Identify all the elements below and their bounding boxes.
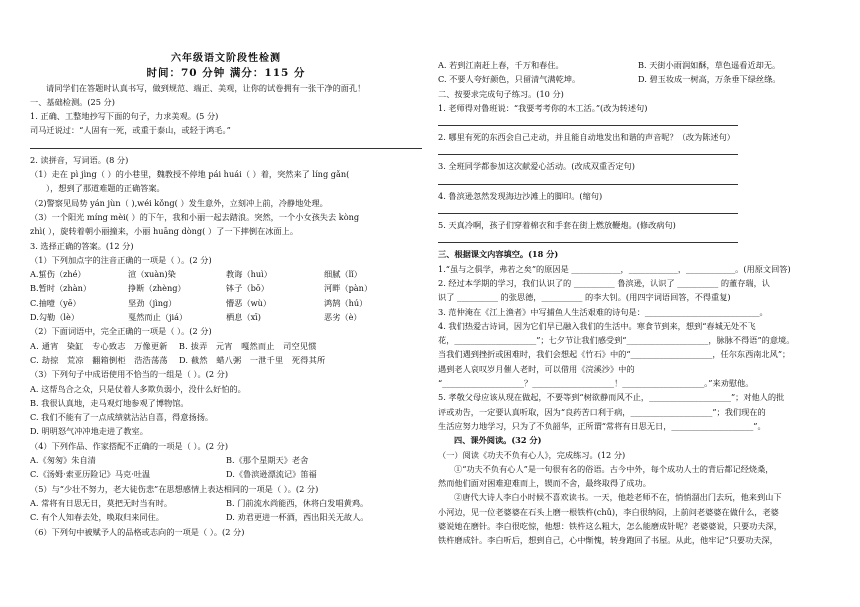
option: 鸿鹄（hú） bbox=[324, 297, 368, 308]
question-2-line-4: （3）一个阳光 míng mèi( ）的下午，我和小丽一起去踏浪。突然，一个小女孩失去 kòng bbox=[30, 211, 360, 222]
answer-line[interactable] bbox=[438, 144, 738, 155]
option: C. 劫掠 bbox=[30, 354, 59, 365]
left-column bbox=[30, 52, 422, 539]
question-3: 3. 选择正确的答案。(12 分) bbox=[30, 240, 134, 251]
fill-4d: 遇到老人哀叹岁月催人老时，可以借用《浣溪沙》中的 bbox=[438, 363, 635, 374]
option: 翻箱倒柜 bbox=[92, 354, 126, 365]
option: B. 天街小雨润如酥，草色遥看近却无。 bbox=[638, 60, 781, 70]
option: 一泄千里 bbox=[249, 354, 284, 365]
right-column bbox=[438, 58, 838, 548]
option: 河畔（pàn） bbox=[324, 283, 373, 294]
option: B. 拔弄 bbox=[178, 340, 208, 351]
question-3-2: （2）下面词语中，完全正确的一项是（ ）。(2 分) bbox=[30, 326, 212, 337]
option: 渲（xuàn)染 bbox=[128, 269, 176, 280]
fill-4e: “____________________？____________________！____________________。”来劝慰他。 bbox=[438, 378, 754, 389]
fill-4a: 4. 我们热爱古诗词，因为它们早已融入我们的生活中。寒食节到来，想到“春城无处不飞 bbox=[438, 320, 756, 331]
option: 万像更新 bbox=[134, 340, 168, 351]
option: C. 不要人夸好颜色，只留清气满乾坤。 bbox=[438, 74, 581, 85]
option: 坚劲（jìng） bbox=[128, 297, 177, 308]
para-2b: 小河边，见一位老婆婆在石头上磨一根铁杵(chǔ)，李白很纳闷，上前问老婆婆在做什么，老婆 bbox=[438, 506, 779, 517]
option: 戛然而止（jiá） bbox=[128, 312, 188, 323]
para-2a: ②唐代大诗人李白小时候不喜欢读书。一天，他趁老师不在，悄悄溜出门去玩，他来到山下 bbox=[454, 492, 782, 503]
question-3-6: （6）下列句中被赋予人的品格或志向的一项是（ ）。(2 分) bbox=[30, 526, 245, 537]
option: 钵子（bō） bbox=[226, 283, 269, 294]
question-3-1: （1）下列加点字的注音正确的一项是（ ）。(2 分) bbox=[30, 254, 212, 265]
option: D.《鲁滨逊漂流记》笛福 bbox=[226, 469, 317, 480]
question-2: 2. 读拼音，写词语。(8 分) bbox=[30, 154, 129, 165]
q3-1-option-row-b bbox=[30, 281, 422, 295]
question-2-line-1: （1）走在 pì jìng（ ）的小巷里，魏教授不停地 pái huái（ ）着，突然来了 líng gǎn( bbox=[30, 169, 350, 180]
option: A. 若到江南赶上春，千万和春住。 bbox=[438, 60, 564, 70]
option: 栖息（xī) bbox=[226, 312, 261, 323]
option: C. 有个人知春去处，唤取归来同住。 bbox=[30, 512, 164, 523]
answer-line[interactable] bbox=[30, 138, 422, 149]
q3-5-options bbox=[30, 496, 422, 525]
section-4-heading: 四、课外阅读。(32 分) bbox=[454, 435, 542, 446]
question-1: 1. 正确、工整地抄写下面的句子，力求美观。(5 分) bbox=[30, 111, 219, 122]
question-2-line-5: zhì( ），旋转着朝小丽撞来，小丽 huāng dòng( ）了一下摔倒在冰面上。 bbox=[30, 226, 299, 237]
q3-3-option-d: D. 明明怒气冲冲地走进了教室。 bbox=[30, 426, 148, 437]
option: 细腻（lǐ） bbox=[324, 269, 362, 280]
instruction: 请同学们在答题时认真书写，做到规范、端正、美观，让你的试卷拥有一张干净的面孔！ bbox=[46, 82, 366, 93]
option: B.暂时（zhàn） bbox=[30, 283, 92, 294]
sentence-1: 1. 老师得对鲁班说：“我要考考你的木工活。”(改为转述句) bbox=[438, 102, 648, 113]
fill-5a: 5. 孝敬父母应该从现在做起，不要等到“树欲静而风不止，____________________”；对他人的批 bbox=[438, 392, 785, 403]
exam-title: 六年级语文阶段性检测 bbox=[171, 53, 281, 64]
option: B.《那个星期天》老舍 bbox=[226, 455, 309, 466]
section-2-heading: 二、按要求完成句子练习。(10 分) bbox=[438, 88, 564, 99]
q3-3-option-b: B. 我很认真地，走马观灯地参观了博物馆。 bbox=[30, 397, 189, 408]
question-3-3: （3）下列句子中成语使用不恰当的一组是（ ）。(2 分) bbox=[30, 369, 229, 380]
question-3-4: （4）下列作品、作家搭配不正确的一项是（ ）。(2 分) bbox=[30, 440, 229, 451]
option: 司空见惯 bbox=[283, 340, 317, 351]
fill-4b: 花，____________________”；七夕节让我们感受到“____________________，脉脉不得语”的意境。 bbox=[438, 335, 795, 346]
para-1a: ①“功夫不负有心人”是一句很有名的俗语。古今中外，每个成功人士的背后都记经烧桑， bbox=[454, 463, 774, 474]
para-2c: 婆说她在磨针。李白很吃惊，他想：铁杵这么粗大，怎么能磨成针呢？老婆婆说，只要功夫深， bbox=[438, 521, 782, 532]
option: A. 常将有日思无日，莫把无时当有时。 bbox=[30, 497, 173, 508]
q3-1-option-row-c bbox=[30, 296, 422, 310]
option: 死得其所 bbox=[291, 354, 326, 365]
fill-4c: 当我们遇到挫折或困难时，我们会想起《竹石》中的“____________________，任尔东西南北风”； bbox=[438, 349, 791, 360]
option: D. 劝君更进一杯酒，西出阳关无故人。 bbox=[226, 512, 369, 523]
question-1-text: 司马迁说过：“人固有一死，或重于泰山，或轻于鸿毛。” bbox=[30, 125, 231, 136]
q3-3-option-c: C. 我们不能有了一点成绩就沾沾自喜，得意扬扬。 bbox=[30, 412, 214, 423]
q3-2-option-row-1 bbox=[30, 339, 422, 353]
option: D. 碧玉妆成一树高，万条垂下绿丝绦。 bbox=[638, 74, 781, 85]
q3-1-option-row-d bbox=[30, 310, 422, 324]
question-2-line-3: （2)警察见局势 yán jùn（ ),wéi kǒng( ）发生意外，立刻冲上前，冷静地处理。 bbox=[30, 197, 328, 208]
answer-line[interactable] bbox=[438, 232, 738, 243]
exam-subtitle: 时间：70 分钟 满分：115 分 bbox=[146, 67, 306, 80]
option: 挣断（zhèng） bbox=[128, 283, 186, 294]
answer-line[interactable] bbox=[438, 115, 738, 126]
fill-1: 1.“虽与之俱学，弗若之矣”的原因是 ____________，____________，____________。(用原文回答) bbox=[438, 263, 791, 274]
para-2d: 铁杵磨成针。李白听后，想到自己，心中惭愧，转身跑回了书屋。从此，他牢记“只要功夫深， bbox=[438, 535, 778, 546]
section-1-heading: 一、基础检测。(25 分) bbox=[30, 96, 115, 107]
option: A.蜇伤（zhé） bbox=[30, 269, 86, 280]
option: C.《汤姆·索亚历险记》马克·吐温 bbox=[30, 469, 151, 480]
para-1b: 然而他们面对困难迎难而上，锲而不舍，最终取得了成功。 bbox=[438, 478, 651, 489]
option: C.抽噎（yē） bbox=[30, 297, 81, 308]
reading-title: （一）阅读《功夫不负有心人》，完成练习。(12 分) bbox=[438, 449, 626, 460]
answer-line[interactable] bbox=[438, 174, 738, 185]
q3-2-option-row-2 bbox=[30, 353, 422, 367]
fill-2a: 2. 经过本学期的学习，我们认识了的 __________ 鲁滨逊，认识了 __________ 的董存瑞，认 bbox=[438, 277, 770, 288]
option: 嘎然而止 bbox=[241, 340, 275, 351]
option: 专心致志 bbox=[92, 340, 126, 351]
question-2-line-2: ），想到了那道难题的正确答案。 bbox=[46, 183, 165, 194]
option: 懵恶（wù） bbox=[226, 297, 272, 308]
option: 染缸 bbox=[66, 340, 84, 351]
option: A.《匆匆》朱自清 bbox=[30, 455, 96, 466]
question-3-5: （5）与“少壮不努力，老大徒伤悲”在思想感情上表达相同的一项是（ ）。(2 分) bbox=[30, 483, 319, 494]
q3-1-option-row-a bbox=[30, 267, 422, 281]
fill-2b: 识了 __________ 的张思德，__________ 的李大钊。(用四字词语回答，不得重复) bbox=[438, 292, 731, 303]
q3-3-option-a: A. 这帮鸟合之众，只是仗着人多欺负弱小，没什么好怕的。 bbox=[30, 383, 246, 394]
fill-3: 3. 范仲淹在《江上渔者》中写捕鱼人生活艰难的诗句是：____________________________。 bbox=[438, 306, 768, 317]
option: 荒凉 bbox=[66, 354, 84, 365]
answer-line[interactable] bbox=[438, 203, 738, 214]
option: 蜡八粥 bbox=[216, 354, 242, 365]
sentence-2: 2. 哪里有死的东西会自己走动，并且能自动地发出和谐的声音呢？（改为陈述句） bbox=[438, 132, 735, 143]
option: D. 截然 bbox=[178, 354, 208, 365]
option: B. 门前流水尚能西，休将白发唱黄鸡。 bbox=[226, 497, 369, 508]
option: D.勾勒（lè） bbox=[30, 312, 80, 323]
section-3-heading: 三、根据课文内容填空。(18 分) bbox=[438, 249, 559, 260]
sentence-5: 5. 天真冷啊，孩子们穿着棉衣和手套在街上燃放鞭炮。(修改病句) bbox=[438, 220, 676, 231]
fill-5c: 生活应努力地学习，只为了不负韶华，正所谓“常将有日思无日，____________________”。 bbox=[438, 420, 766, 431]
option: 恶劣（è） bbox=[324, 312, 362, 323]
q3-4-options bbox=[30, 453, 422, 482]
option: A. 通宵 bbox=[30, 340, 59, 351]
option: 元宵 bbox=[215, 340, 233, 351]
option: 教诲（huì） bbox=[226, 269, 272, 280]
q3-6-options bbox=[438, 58, 838, 87]
sentence-4: 4. 鲁滨逊忽然发现海边沙滩上的脚印。(缩句) bbox=[438, 190, 603, 201]
sentence-3: 3. 全班同学都参加这次献爱心活动。(改成双重否定句) bbox=[438, 161, 635, 172]
option: 浩浩荡荡 bbox=[134, 354, 168, 365]
fill-5b: 评或劝告，一定要认真听取，因为“良药苦口利于病，____________________”；我们现在的 bbox=[438, 406, 766, 417]
